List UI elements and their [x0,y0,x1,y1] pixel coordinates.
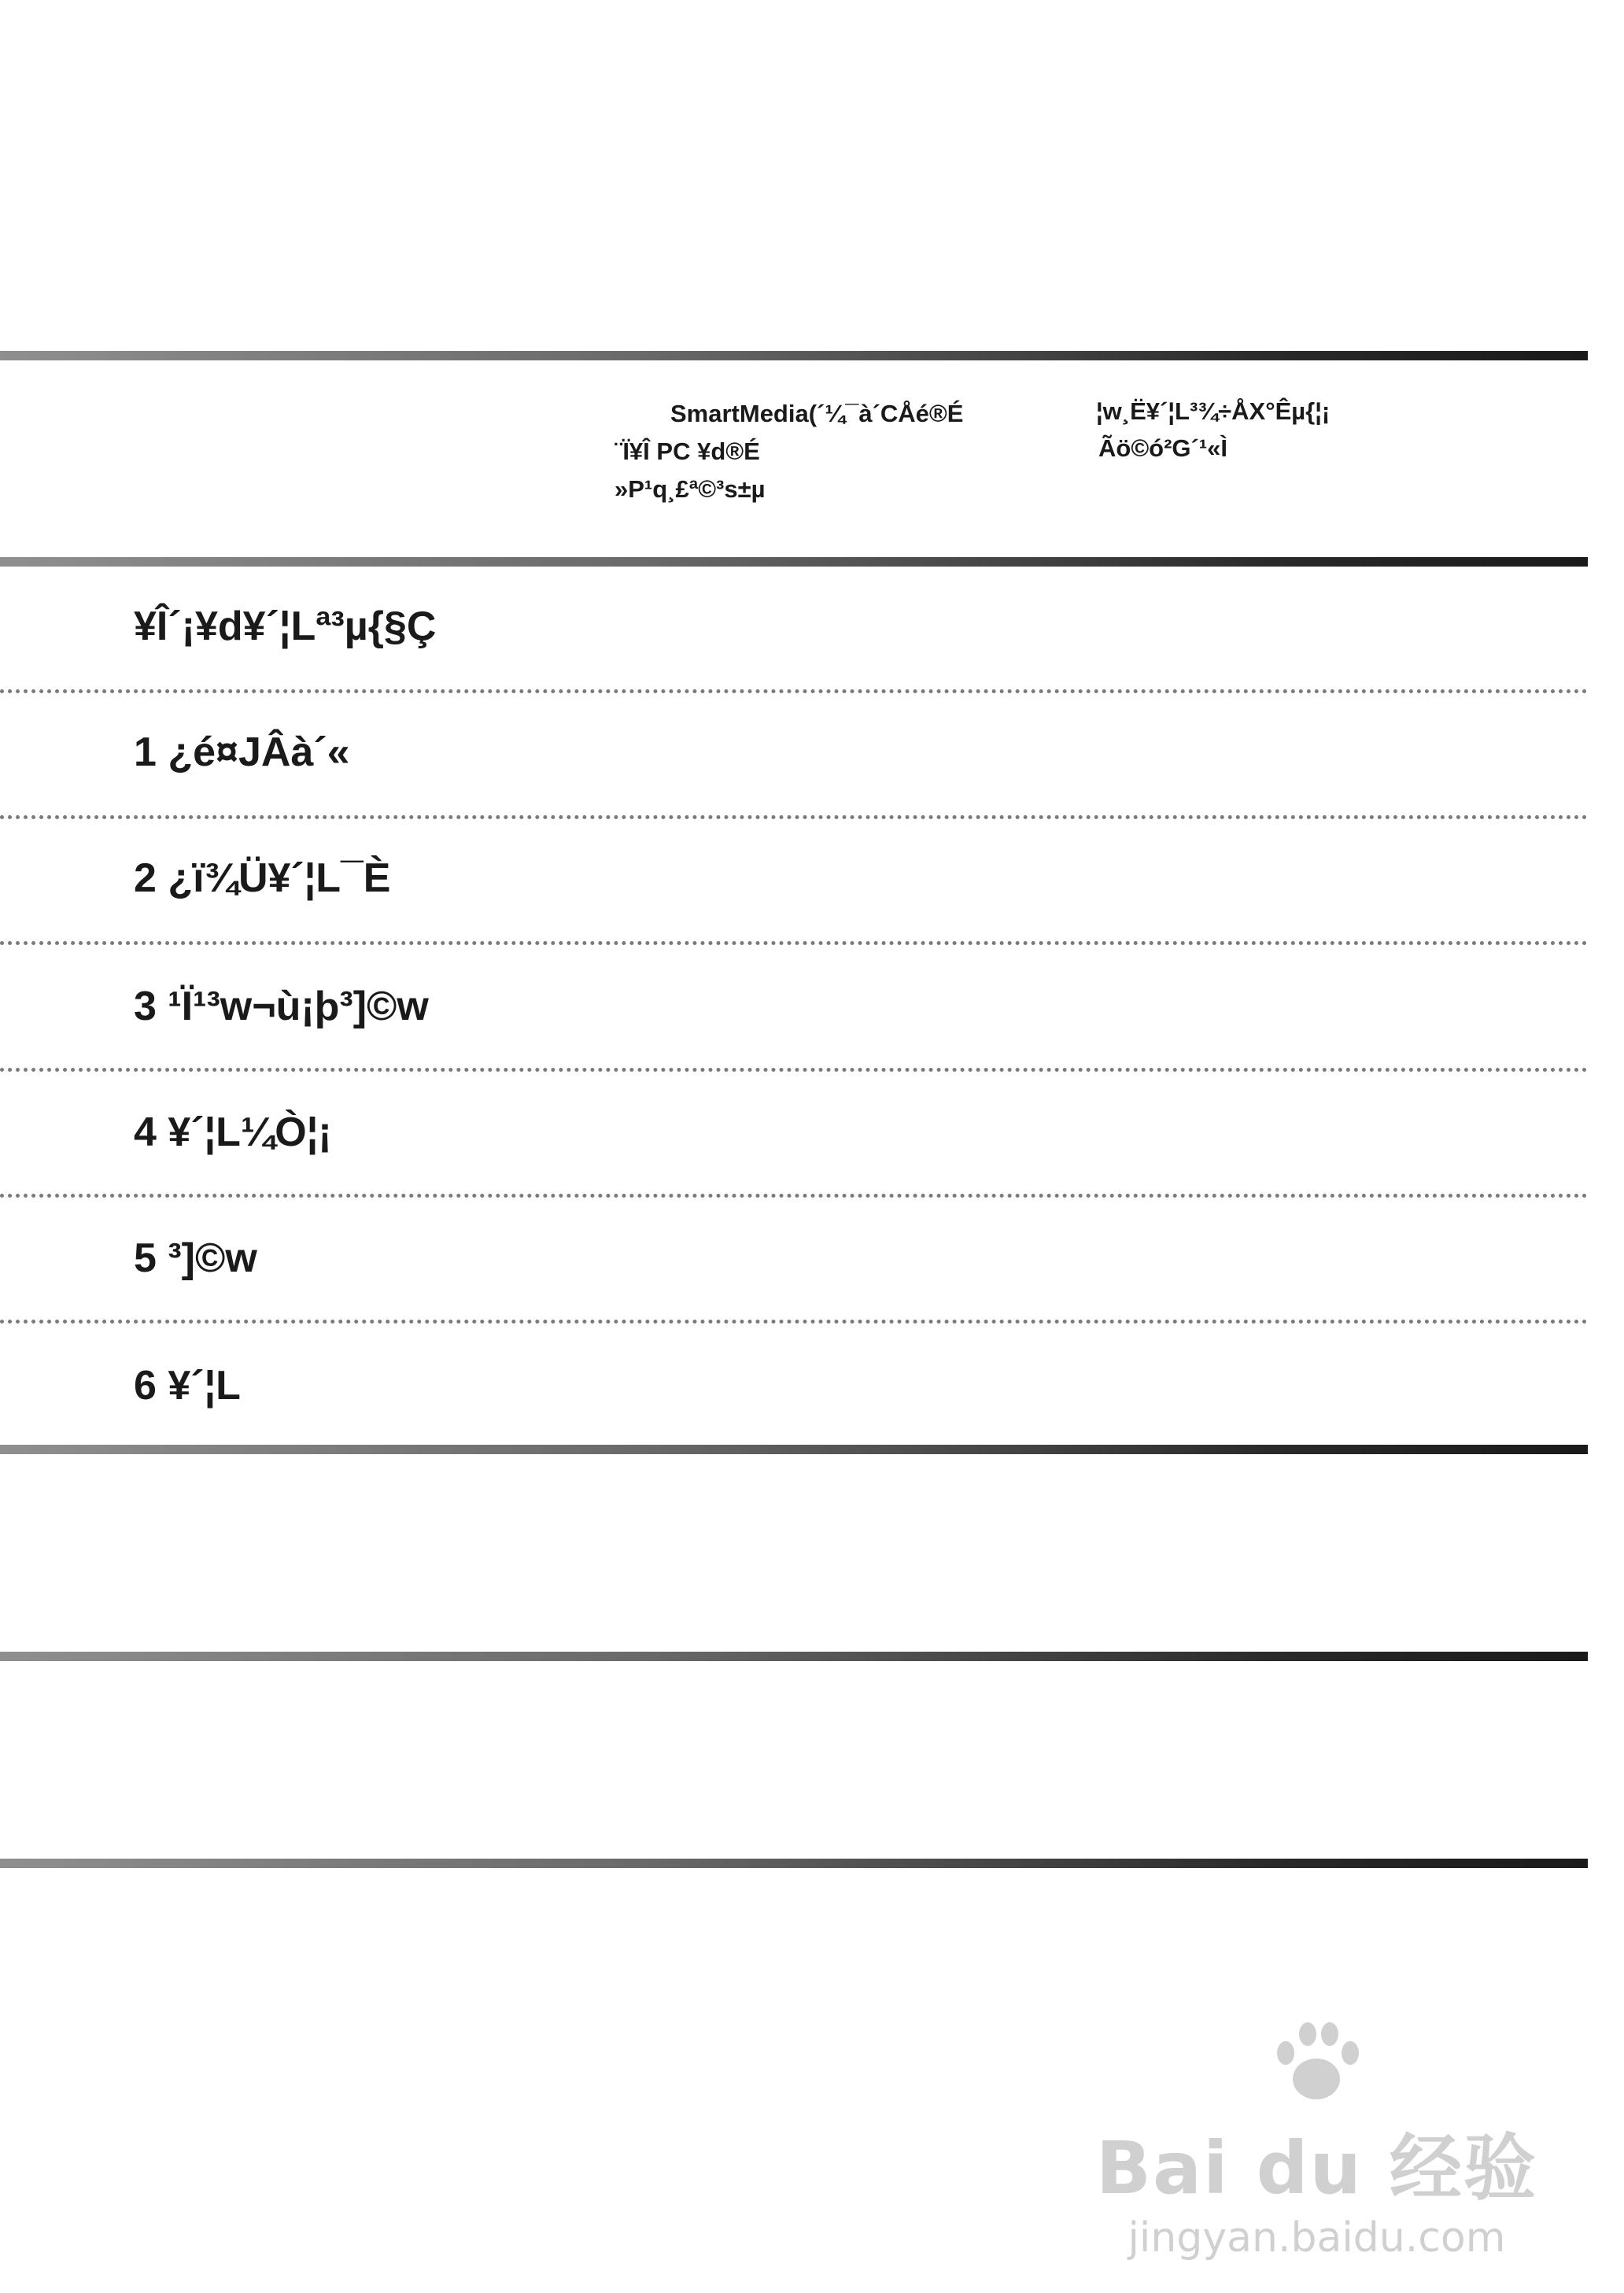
section-title: ¥Î´¡¥d¥´¦Lª³µ{§Ç [134,604,437,649]
dotted-divider [0,689,1588,693]
top-rule [0,351,1588,360]
section-top-rule [0,557,1588,567]
dotted-divider [0,941,1588,945]
section-item-2: 2 ¿ï¾Ü¥´¦L¯È [134,855,391,901]
paw-icon [1269,2018,1364,2104]
section-item-1: 1 ¿é¤JÂà´« [134,729,350,775]
lower-rule-2 [0,1859,1588,1868]
section-bottom-rule [0,1445,1588,1454]
dotted-divider [0,815,1588,819]
section-item-4: 4 ¥´¦L¼Ò¦¡ [134,1110,332,1155]
header-center-line-1: SmartMedia(´¼¯à´CÅé®É [670,400,964,427]
header-center-line-2: ¨Ï¥Î PC ¥d®É [615,438,760,465]
section-item-5: 5 ³]©w [134,1235,257,1281]
header-center-line-3: »P¹q¸£ª©³s±µ [615,475,766,503]
dotted-divider [0,1194,1588,1198]
header-right-line-2: Ãö©ó²G´¹«Ì [1098,434,1228,462]
dotted-divider [0,1068,1588,1072]
section-item-3: 3 ¹Ï¹³w¬ù¡þ³]©w [134,984,429,1029]
lower-rule-1 [0,1652,1588,1661]
header-right-line-1: ¦w¸Ë¥´¦L³¾÷ÅX°Êµ{¦¡ [1096,397,1331,425]
watermark-logo-text: Bai du 经验 [1095,2126,1537,2210]
section-item-6: 6 ¥´¦L [134,1363,241,1409]
dotted-divider [0,1320,1588,1324]
watermark-url: jingyan.baidu.com [1128,2214,1506,2262]
baidu-watermark [1096,2018,1537,2262]
